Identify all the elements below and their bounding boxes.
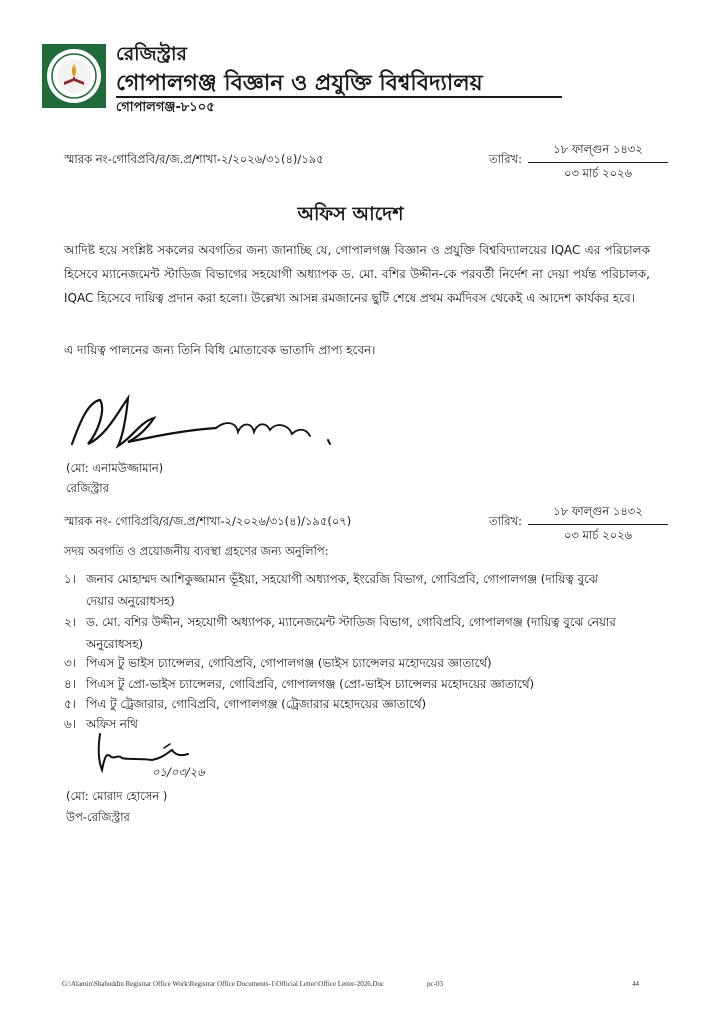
copy-memo-reference-number: স্মারক নং- গোবিপ্রবি/র/জ.প্র/শাখা-২/২০২৬/৩১(৪)/১৯৫(০৭) [64, 514, 352, 528]
list-item-number: ১। [64, 572, 76, 586]
copy-memo-date-bangla: ১৮ ফাল্গুন ১৪৩২ [553, 504, 643, 518]
list-item-text: অফিস নথি [86, 717, 138, 731]
list-item-text: ড. মো. বশির উদ্দীন, সহযোগী অধ্যাপক, ম্যানেজমেন্ট স্টাডিজ বিভাগ, গোবিপ্রবি, গোপালগঞ্জ (দায়িত্ব বুঝে নেয়ার [86, 615, 616, 629]
memo-date-box [528, 141, 668, 184]
copy-memo-date-english: ০৩ মার্চ ২০২৬ [563, 528, 633, 542]
list-item [64, 693, 650, 715]
copy-intro: সদয় অবগতি ও প্রয়োজনীয় ব্যবস্থা গ্রহণের জন্য অনুলিপি: [64, 544, 329, 558]
list-item [64, 673, 650, 695]
allowance-paragraph: এ দায়িত্ব পালনের জন্য তিনি বিধি মোতাবেক ভাতাদি প্রাপ্য হবেন। [64, 343, 376, 357]
document-title: অফিস আদেশ [297, 203, 404, 225]
signatory2-name: (মো: মোরাদ হোসেন ) [66, 789, 168, 803]
header-registrar-title: রেজিস্ট্রার [116, 43, 187, 65]
list-item-continuation: দেয়ার অনুরোধসহ) [86, 594, 175, 608]
memo-date-label: তারিখ: [489, 152, 523, 166]
registrar-signature-icon [66, 392, 356, 462]
list-item [64, 652, 650, 674]
list-item-text: পিএস টু প্রো-ভাইস চ্যান্সেলর, গোবিপ্রবি, গোপালগঞ্জ (প্রো-ভাইস চ্যান্সেলর মহোদয়ের জ্ঞাতার্থে) [86, 677, 535, 691]
list-item-number: ৩। [64, 656, 76, 670]
list-item-number: ৫। [64, 697, 76, 711]
header-university-name: গোপালগঞ্জ বিজ্ঞান ও প্রযুক্তি বিশ্ববিদ্যালয় [116, 71, 483, 96]
list-item-text: পিএস টু ভাইস চ্যান্সেলর, গোবিপ্রবি, গোপালগঞ্জ (ভাইস চ্যান্সেলর মহোদয়ের জ্ঞাতার্থে) [86, 656, 492, 670]
date-divider [528, 162, 668, 163]
memo-date-english: ০৩ মার্চ ২০২৬ [563, 166, 633, 180]
footer-file-path: G:\Alamin\Shahuddin Registrar Office Work\Registrar Office Documents-1\Official Letter\Office Letter-2026.Doc [62, 980, 385, 988]
list-item-text: জনাব মোহাম্মদ আশিকুজ্জামান ভূঁইয়া, সহযোগী অধ্যাপক, ইংরেজি বিভাগ, গোবিপ্রবি, গোপালগঞ্জ (দায়িত্ব বুঝে [86, 572, 598, 586]
copy-memo-date-label: তারিখ: [489, 514, 523, 528]
list-item-number: ৬। [64, 717, 76, 731]
university-logo-icon [42, 44, 106, 108]
footer-code: pc-03 [427, 980, 443, 988]
header-address: গোপালগঞ্জ-৮১০৫ [116, 100, 215, 115]
memo-date-bangla: ১৮ ফাল্গুন ১৪৩২ [553, 142, 643, 156]
list-item-continuation: অনুরোধসহ) [86, 637, 144, 651]
copy-memo-date-box [528, 503, 668, 546]
signatory1-designation: রেজিস্ট্রার [66, 481, 109, 495]
signatory1-name: (মো: এনামউজ্জামান) [66, 461, 164, 475]
list-item-number: ২। [64, 615, 76, 629]
list-item [64, 568, 650, 612]
signatory2-designation: উপ-রেজিস্ট্রার [66, 810, 130, 824]
signature-date: ০১/০৩/২৬ [152, 765, 205, 779]
footer-page-number: 44 [632, 980, 639, 988]
list-item [64, 611, 650, 655]
memo-reference-number: স্মারক নং-গোবিপ্রবি/র/জ.প্র/শাখা-২/২০২৬/৩১(৪)/১৯৫ [64, 152, 324, 166]
list-item-number: ৪। [64, 677, 76, 691]
list-item-text: পিএ টু ট্রেজারার, গোবিপ্রবি, গোপালগঞ্জ (ট্রেজারার মহোদয়ের জ্ঞাতার্থে) [86, 697, 427, 711]
date-divider [528, 524, 668, 525]
order-paragraph: আদিষ্ট হয়ে সংশ্লিষ্ট সকলের অবগতির জন্য জানাচ্ছি যে, গোপালগঞ্জ বিজ্ঞান ও প্রযুক্তি বিশ্ববিদ্যালয়ের IQAC এর পরিচালক হিসেবে ম্যানেজমেন্ট স্টাডিজ বিভাগের সহযোগী অধ্যাপক ড. মো. বশির উদ্দীন-কে পরবর্তী নির্দেশ না দেয়া পর্যন্ত পরিচালক, IQAC হিসেবে দায়িত্ব প্রদান করা হলো। উল্লেখ্য আসন্ন রমজানের ছুটি শেষে প্রথম কর্মদিবস থেকেই এ আদেশ কার্যকর হবে। [64, 243, 650, 305]
